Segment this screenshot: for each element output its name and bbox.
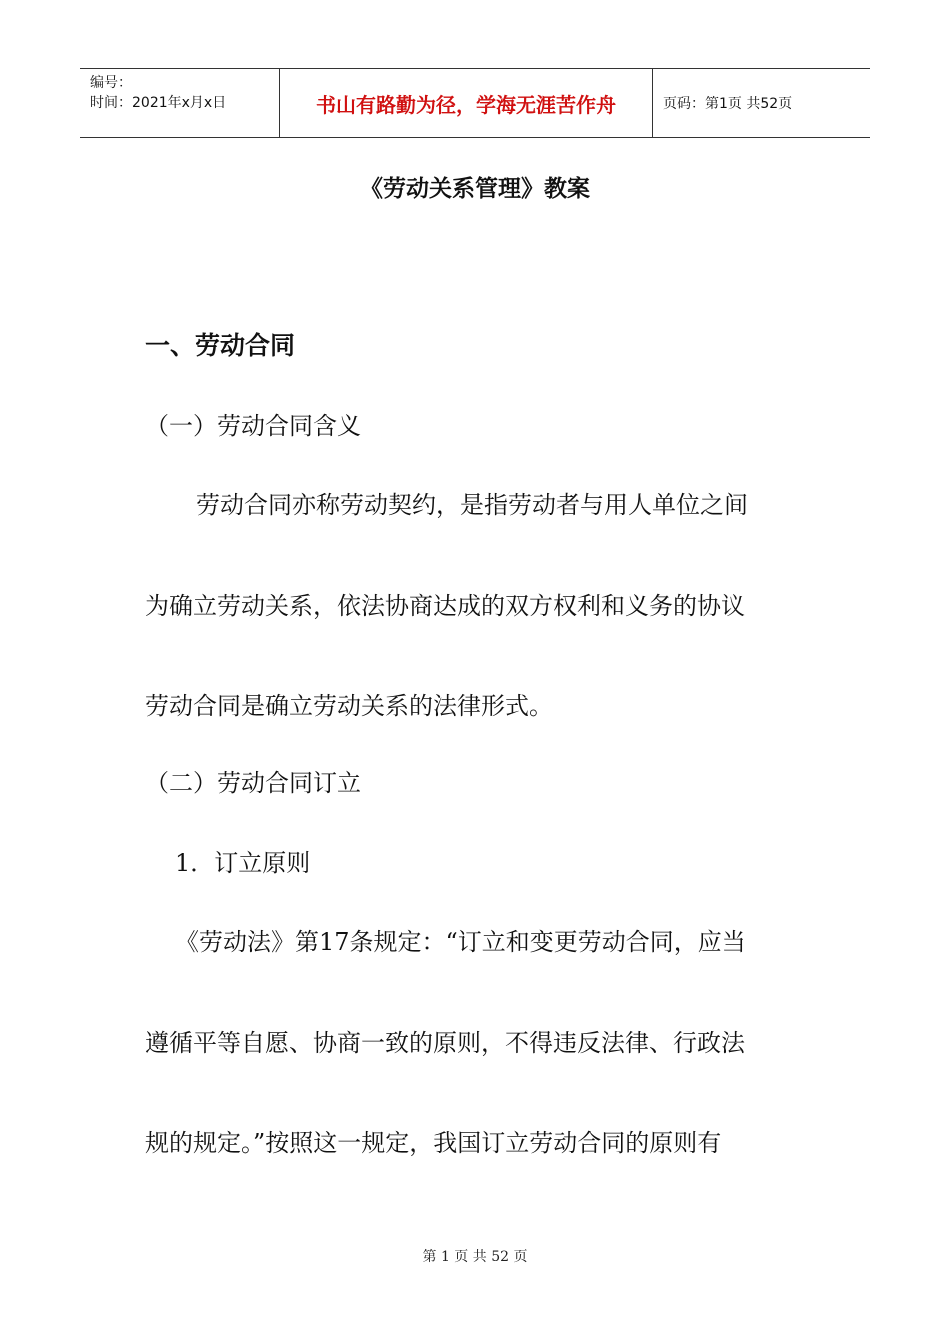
paragraph-line: 为确立劳动关系，依法协商达成的双方权利和义务的协议 <box>145 592 745 620</box>
doc-time-label: 时间：2021年x月x日 <box>90 95 227 111</box>
paragraph-line: 遵循平等自愿、协商一致的原则，不得违反法律、行政法 <box>145 1029 745 1057</box>
doc-number-label: 编号： <box>90 75 132 91</box>
paragraph-line: 《劳动法》第17条规定：“订立和变更劳动合同，应当 <box>175 928 746 956</box>
header-meta <box>80 69 280 137</box>
subsection-heading: （二）劳动合同订立 <box>145 769 361 797</box>
paragraph-line: 规的规定。”按照这一规定，我国订立劳动合同的原则有 <box>145 1129 722 1157</box>
subsection-heading: （一）劳动合同含义 <box>145 412 361 440</box>
page-header <box>80 68 870 138</box>
paragraph-line: 劳动合同亦称劳动契约，是指劳动者与用人单位之间 <box>196 491 748 519</box>
section-heading: 一、劳动合同 <box>145 331 296 360</box>
header-motto: 书山有路勤为径，学海无涯苦作舟 <box>280 69 653 137</box>
header-page-info: 页码：第1页 共52页 <box>663 96 793 112</box>
page-footer: 第 1 页 共 52 页 <box>422 1249 528 1265</box>
document-title: 《劳动关系管理》教案 <box>360 175 590 202</box>
list-item: 1．订立原则 <box>175 849 311 877</box>
paragraph-line: 劳动合同是确立劳动关系的法律形式。 <box>145 692 553 720</box>
